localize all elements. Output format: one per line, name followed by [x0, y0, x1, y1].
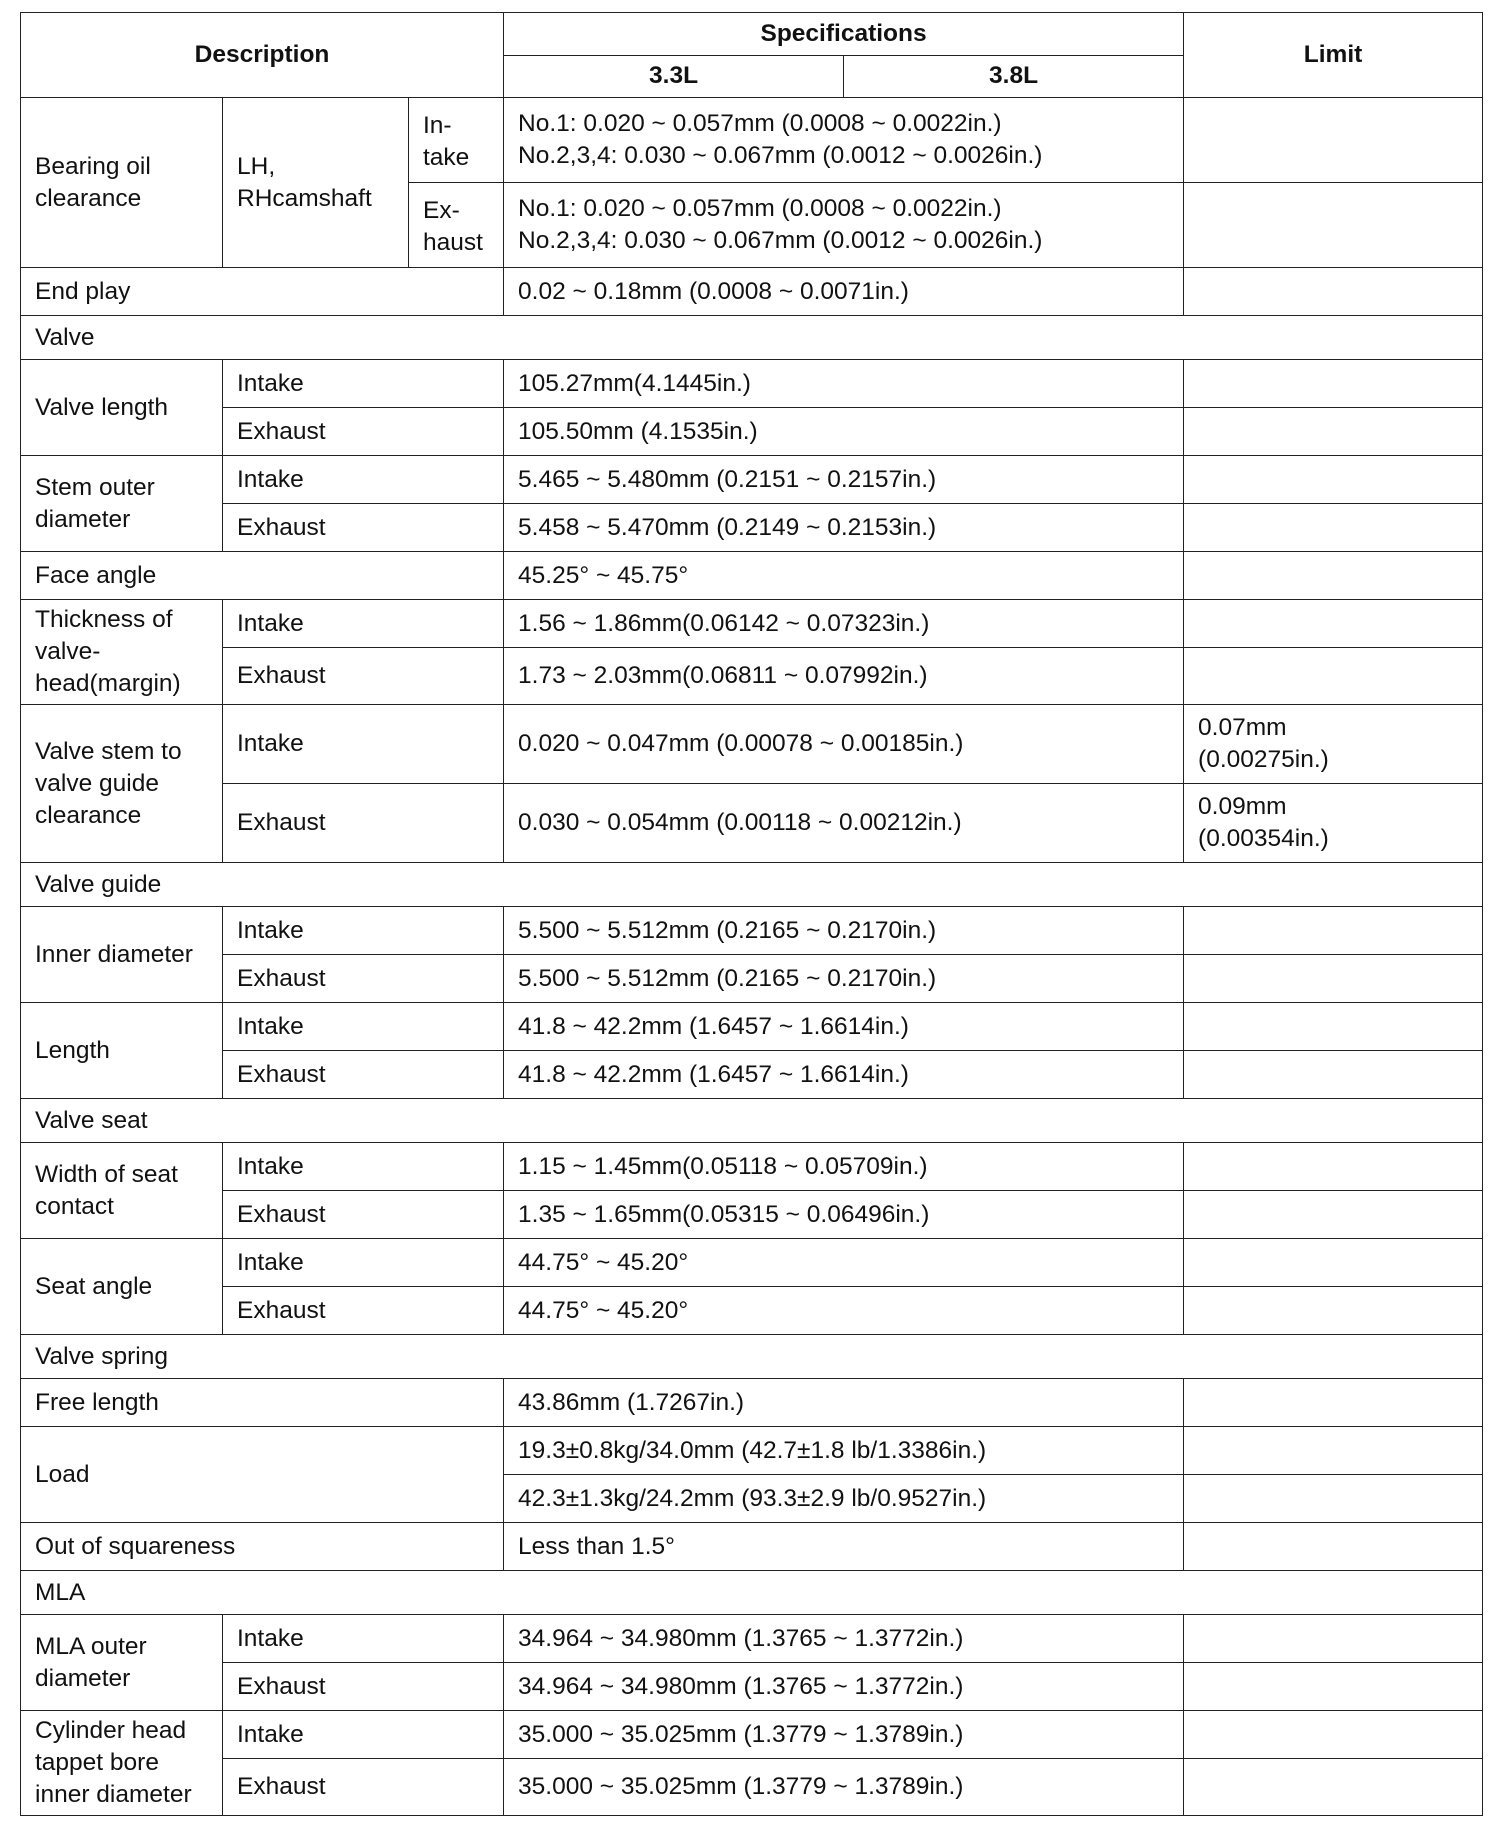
valve-length-exhaust-spec: 105.50mm (4.1535in.): [504, 408, 1184, 456]
seat-angle-exhaust-label: Exhaust: [223, 1287, 504, 1335]
col-3-3l-header: 3.3L: [504, 55, 844, 98]
bearing-exhaust-line-1: No.1: 0.020 ~ 0.057mm (0.0008 ~ 0.0022in.): [518, 195, 1002, 222]
table-row: [21, 504, 1483, 552]
thickness-intake-limit: [1184, 600, 1483, 648]
face-angle-limit: [1184, 552, 1483, 600]
free-length-label: Free length: [21, 1379, 504, 1427]
spec-page: [20, 12, 1482, 1816]
squareness-spec: Less than 1.5°: [504, 1523, 1184, 1571]
table-row: [21, 1615, 1483, 1663]
mla-outer-intake-label: Intake: [223, 1615, 504, 1663]
bearing-intake-line-2: No.2,3,4: 0.030 ~ 0.067mm (0.0012 ~ 0.0026in.): [518, 142, 1043, 169]
guide-length-exhaust-label: Exhaust: [223, 1051, 504, 1099]
stem-outer-exhaust-limit: [1184, 504, 1483, 552]
stem-guide-exhaust-spec: 0.030 ~ 0.054mm (0.00118 ~ 0.00212in.): [504, 784, 1184, 863]
guide-length-intake-limit: [1184, 1003, 1483, 1051]
section-mla: MLA: [21, 1571, 1483, 1615]
table-row: [21, 1143, 1483, 1191]
stem-guide-label: Valve stem to valve guide clearance: [21, 705, 223, 863]
thickness-exhaust-spec: 1.73 ~ 2.03mm(0.06811 ~ 0.07992in.): [504, 648, 1184, 705]
description-header: Description: [21, 13, 504, 98]
section-row: [21, 1571, 1483, 1615]
load-limit-1: [1184, 1427, 1483, 1475]
stem-guide-exhaust-limit-mm: 0.09mm: [1198, 793, 1287, 820]
table-row: [21, 1191, 1483, 1239]
section-row: [21, 863, 1483, 907]
mla-outer-intake-spec: 34.964 ~ 34.980mm (1.3765 ~ 1.3772in.): [504, 1615, 1184, 1663]
valve-length-intake-spec: 105.27mm(4.1445in.): [504, 360, 1184, 408]
stem-outer-exhaust-label: Exhaust: [223, 504, 504, 552]
mla-outer-exhaust-spec: 34.964 ~ 34.980mm (1.3765 ~ 1.3772in.): [504, 1663, 1184, 1711]
seat-angle-exhaust-limit: [1184, 1287, 1483, 1335]
inner-diameter-exhaust-limit: [1184, 955, 1483, 1003]
end-play-spec: 0.02 ~ 0.18mm (0.0008 ~ 0.0071in.): [504, 268, 1184, 316]
valve-length-intake-label: Intake: [223, 360, 504, 408]
seat-width-intake-spec: 1.15 ~ 1.45mm(0.05118 ~ 0.05709in.): [504, 1143, 1184, 1191]
stem-guide-intake-limit-mm: 0.07mm: [1198, 714, 1287, 741]
tappet-bore-intake-spec: 35.000 ~ 35.025mm (1.3779 ~ 1.3789in.): [504, 1711, 1184, 1759]
section-valve: Valve: [21, 316, 1483, 360]
seat-angle-intake-spec: 44.75° ~ 45.20°: [504, 1239, 1184, 1287]
mla-outer-intake-limit: [1184, 1615, 1483, 1663]
table-row: [21, 1003, 1483, 1051]
stem-outer-exhaust-spec: 5.458 ~ 5.470mm (0.2149 ~ 0.2153in.): [504, 504, 1184, 552]
face-angle-spec: 45.25° ~ 45.75°: [504, 552, 1184, 600]
table-row: [21, 408, 1483, 456]
mla-outer-exhaust-limit: [1184, 1663, 1483, 1711]
table-row: [21, 1051, 1483, 1099]
stem-guide-intake-limit-in: (0.00275in.): [1198, 746, 1329, 773]
limit-header: Limit: [1184, 13, 1483, 98]
guide-length-exhaust-spec: 41.8 ~ 42.2mm (1.6457 ~ 1.6614in.): [504, 1051, 1184, 1099]
valve-length-exhaust-limit: [1184, 408, 1483, 456]
squareness-limit: [1184, 1523, 1483, 1571]
bearing-exhaust-limit: [1184, 183, 1483, 268]
inner-diameter-label: Inner diameter: [21, 907, 223, 1003]
seat-width-exhaust-limit: [1184, 1191, 1483, 1239]
table-row: [21, 1523, 1483, 1571]
inner-diameter-exhaust-spec: 5.500 ~ 5.512mm (0.2165 ~ 0.2170in.): [504, 955, 1184, 1003]
tappet-bore-intake-label: Intake: [223, 1711, 504, 1759]
guide-length-intake-spec: 41.8 ~ 42.2mm (1.6457 ~ 1.6614in.): [504, 1003, 1184, 1051]
stem-guide-exhaust-label: Exhaust: [223, 784, 504, 863]
load-limit-2: [1184, 1475, 1483, 1523]
table-row: [21, 1239, 1483, 1287]
tappet-bore-exhaust-label: Exhaust: [223, 1759, 504, 1816]
seat-angle-label: Seat angle: [21, 1239, 223, 1335]
table-row: [21, 1427, 1483, 1475]
table-row: [21, 268, 1483, 316]
specifications-header: Specifications: [504, 13, 1184, 56]
specifications-table: [20, 12, 1483, 1816]
seat-width-intake-limit: [1184, 1143, 1483, 1191]
bearing-intake-label: In-take: [409, 98, 504, 183]
stem-outer-label: Stem outer diameter: [21, 456, 223, 552]
seat-width-intake-label: Intake: [223, 1143, 504, 1191]
table-row: [21, 1711, 1483, 1759]
mla-outer-label: MLA outer diameter: [21, 1615, 223, 1711]
bearing-intake-limit: [1184, 98, 1483, 183]
tappet-bore-exhaust-limit: [1184, 1759, 1483, 1816]
col-3-8l-header: 3.8L: [844, 55, 1184, 98]
section-valve-guide: Valve guide: [21, 863, 1483, 907]
table-row: [21, 600, 1483, 648]
table-row: [21, 1663, 1483, 1711]
seat-angle-intake-label: Intake: [223, 1239, 504, 1287]
free-length-spec: 43.86mm (1.7267in.): [504, 1379, 1184, 1427]
thickness-intake-spec: 1.56 ~ 1.86mm(0.06142 ~ 0.07323in.): [504, 600, 1184, 648]
table-row: [21, 907, 1483, 955]
seat-angle-exhaust-spec: 44.75° ~ 45.20°: [504, 1287, 1184, 1335]
face-angle-label: Face angle: [21, 552, 504, 600]
squareness-label: Out of squareness: [21, 1523, 504, 1571]
mla-outer-exhaust-label: Exhaust: [223, 1663, 504, 1711]
inner-diameter-exhaust-label: Exhaust: [223, 955, 504, 1003]
table-row: [21, 648, 1483, 705]
end-play-limit: [1184, 268, 1483, 316]
section-row: [21, 316, 1483, 360]
stem-outer-intake-label: Intake: [223, 456, 504, 504]
guide-length-intake-label: Intake: [223, 1003, 504, 1051]
thickness-label: Thickness of valve-head(margin): [21, 600, 223, 705]
stem-guide-intake-spec: 0.020 ~ 0.047mm (0.00078 ~ 0.00185in.): [504, 705, 1184, 784]
free-length-limit: [1184, 1379, 1483, 1427]
seat-width-exhaust-label: Exhaust: [223, 1191, 504, 1239]
valve-length-exhaust-label: Exhaust: [223, 408, 504, 456]
bearing-exhaust-spec: [504, 183, 1184, 268]
inner-diameter-intake-label: Intake: [223, 907, 504, 955]
valve-length-label: Valve length: [21, 360, 223, 456]
table-row: [21, 955, 1483, 1003]
table-row: [21, 1287, 1483, 1335]
bearing-sub-label: LH, RHcamshaft: [223, 98, 409, 268]
stem-guide-exhaust-limit: [1184, 784, 1483, 863]
seat-width-exhaust-spec: 1.35 ~ 1.65mm(0.05315 ~ 0.06496in.): [504, 1191, 1184, 1239]
load-spec-2: 42.3±1.3kg/24.2mm (93.3±2.9 lb/0.9527in.): [504, 1475, 1184, 1523]
end-play-label: End play: [21, 268, 504, 316]
table-row: [21, 784, 1483, 863]
table-row: [21, 456, 1483, 504]
bearing-exhaust-line-2: No.2,3,4: 0.030 ~ 0.067mm (0.0012 ~ 0.0026in.): [518, 227, 1043, 254]
thickness-exhaust-limit: [1184, 648, 1483, 705]
tappet-bore-label: Cylinder head tappet bore inner diameter: [21, 1711, 223, 1816]
guide-length-label: Length: [21, 1003, 223, 1099]
thickness-intake-label: Intake: [223, 600, 504, 648]
stem-outer-intake-limit: [1184, 456, 1483, 504]
inner-diameter-intake-limit: [1184, 907, 1483, 955]
section-valve-spring: Valve spring: [21, 1335, 1483, 1379]
thickness-exhaust-label: Exhaust: [223, 648, 504, 705]
stem-guide-exhaust-limit-in: (0.00354in.): [1198, 825, 1329, 852]
table-row: [21, 1379, 1483, 1427]
bearing-exhaust-label: Ex-haust: [409, 183, 504, 268]
table-row: [21, 98, 1483, 183]
table-row: [21, 360, 1483, 408]
section-row: [21, 1099, 1483, 1143]
section-row: [21, 1335, 1483, 1379]
table-row: [21, 705, 1483, 784]
tappet-bore-intake-limit: [1184, 1711, 1483, 1759]
table-row: [21, 1759, 1483, 1816]
stem-guide-intake-label: Intake: [223, 705, 504, 784]
section-valve-seat: Valve seat: [21, 1099, 1483, 1143]
seat-width-label: Width of seat contact: [21, 1143, 223, 1239]
stem-outer-intake-spec: 5.465 ~ 5.480mm (0.2151 ~ 0.2157in.): [504, 456, 1184, 504]
stem-guide-intake-limit: [1184, 705, 1483, 784]
load-spec-1: 19.3±0.8kg/34.0mm (42.7±1.8 lb/1.3386in.): [504, 1427, 1184, 1475]
valve-length-intake-limit: [1184, 360, 1483, 408]
seat-angle-intake-limit: [1184, 1239, 1483, 1287]
bearing-label: Bearing oil clearance: [21, 98, 223, 268]
guide-length-exhaust-limit: [1184, 1051, 1483, 1099]
bearing-intake-spec: [504, 98, 1184, 183]
bearing-intake-line-1: No.1: 0.020 ~ 0.057mm (0.0008 ~ 0.0022in.): [518, 110, 1002, 137]
inner-diameter-intake-spec: 5.500 ~ 5.512mm (0.2165 ~ 0.2170in.): [504, 907, 1184, 955]
table-row: [21, 552, 1483, 600]
load-label: Load: [21, 1427, 504, 1523]
tappet-bore-exhaust-spec: 35.000 ~ 35.025mm (1.3779 ~ 1.3789in.): [504, 1759, 1184, 1816]
